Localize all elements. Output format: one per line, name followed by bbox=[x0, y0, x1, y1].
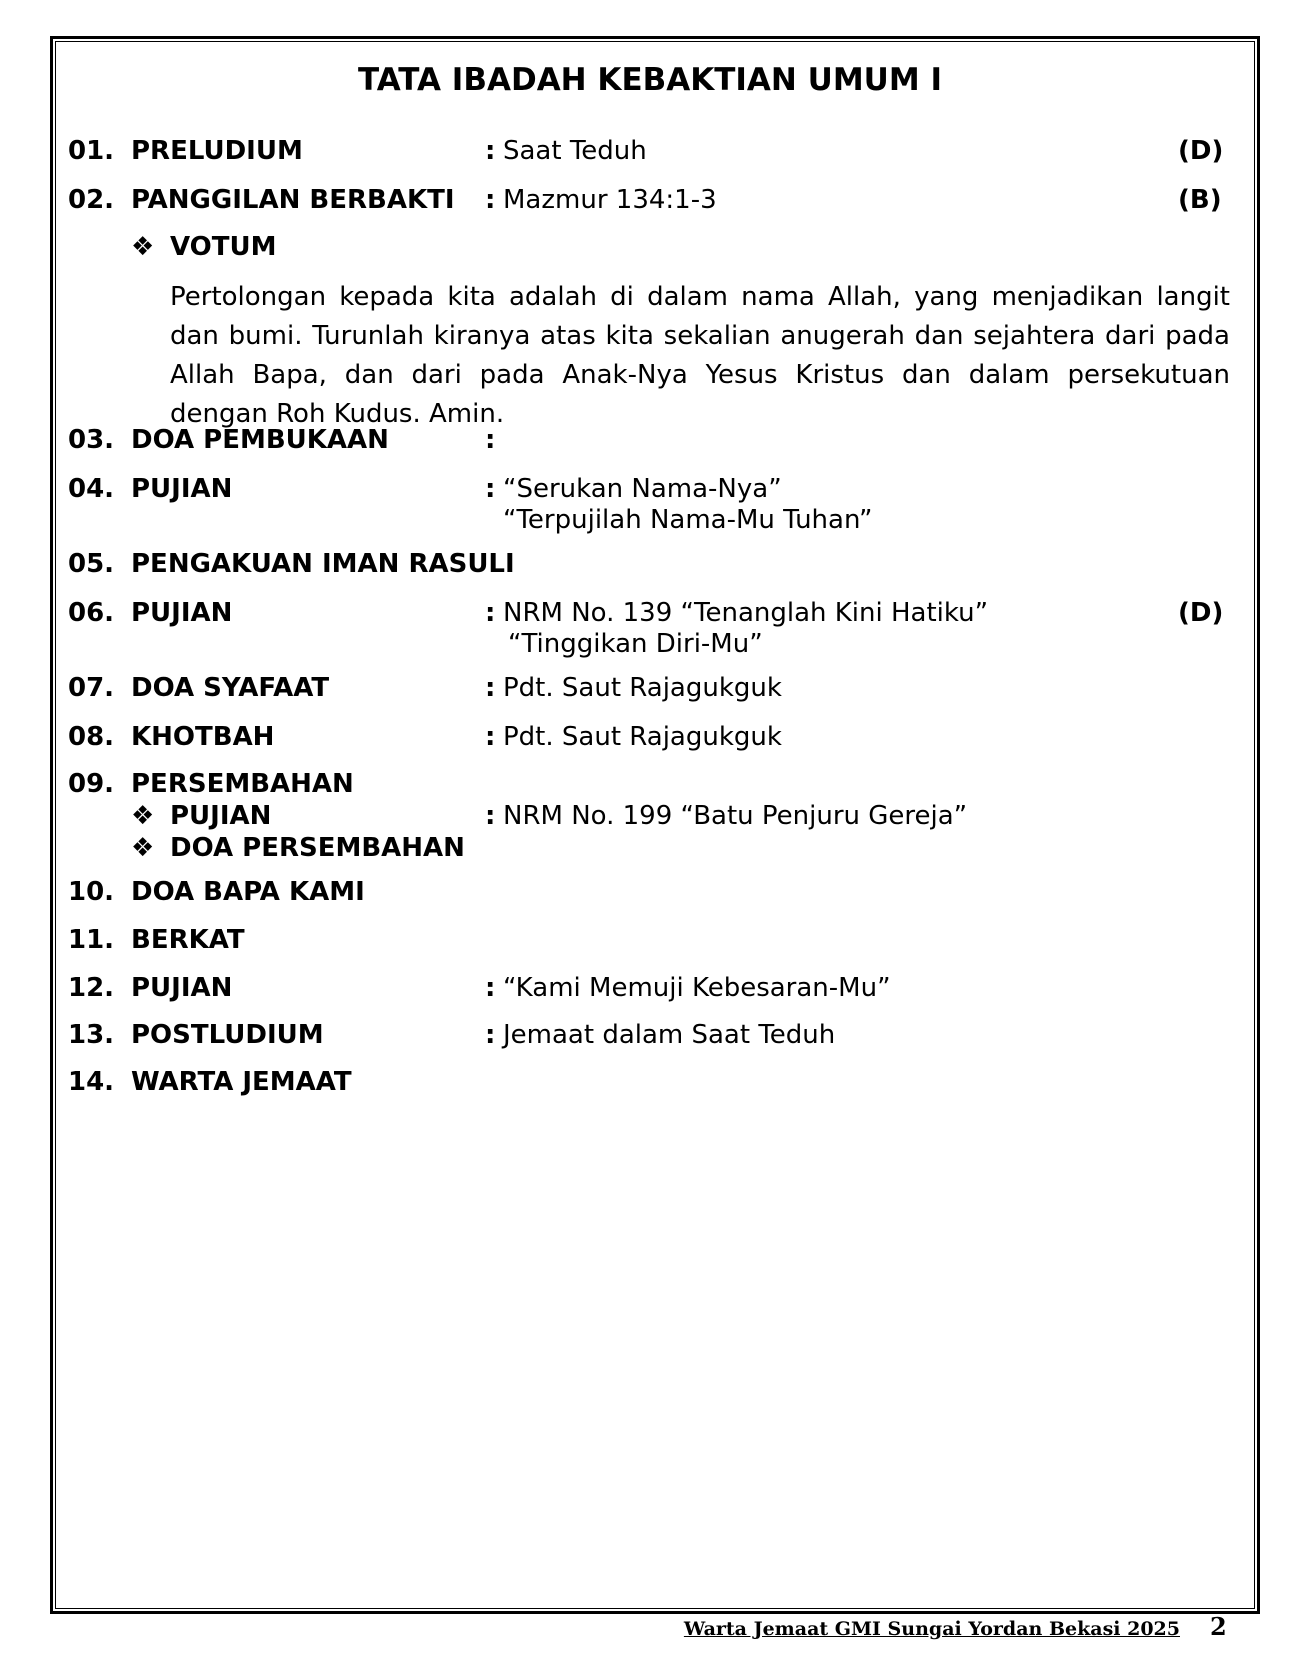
item-value: Pdt. Saut Rajagukguk bbox=[503, 673, 782, 703]
item-label: POSTLUDIUM bbox=[131, 1020, 324, 1050]
item-number: 01. bbox=[68, 136, 115, 166]
item-number: 06. bbox=[68, 598, 115, 628]
item-colon: : bbox=[485, 598, 496, 628]
item-value: Mazmur 134:1-3 bbox=[503, 185, 717, 215]
item-label: DOA BAPA KAMI bbox=[131, 877, 365, 907]
item-label: KHOTBAH bbox=[131, 722, 275, 752]
item-colon: : bbox=[485, 801, 496, 831]
item-code: (B) bbox=[1178, 185, 1222, 215]
item-label: PUJIAN bbox=[131, 598, 233, 628]
votum-text: Pertolongan kepada kita adalah di dalam nama Allah, yang menjadikan langit dan bumi. Turunlah kiranya atas kita sekalian anugerah dan sejahtera dari pada Allah Bapa, dan dari pada Anak-Nya Yesus Kristus dan dalam persekutuan dengan Roh Kudus. Amin. bbox=[170, 282, 1230, 429]
item-value: Saat Teduh bbox=[503, 136, 647, 166]
item-colon: : bbox=[485, 425, 496, 455]
diamond-bullet-icon: ❖ bbox=[131, 232, 155, 262]
item-number: 09. bbox=[68, 769, 115, 799]
item-colon: : bbox=[485, 136, 496, 166]
votum-label: VOTUM bbox=[170, 232, 277, 262]
item-value: Pdt. Saut Rajagukguk bbox=[503, 722, 782, 752]
diamond-bullet-icon: ❖ bbox=[131, 833, 155, 863]
item-value: NRM No. 139 “Tenanglah Kini Hatiku” bbox=[503, 598, 989, 628]
item-label: BERKAT bbox=[131, 925, 245, 955]
diamond-bullet-icon: ❖ bbox=[131, 801, 155, 831]
sub-item-label: PUJIAN bbox=[170, 801, 272, 831]
item-colon: : bbox=[485, 185, 496, 215]
page-number: 2 bbox=[1210, 1612, 1227, 1641]
item-value: “Serukan Nama-Nya” bbox=[503, 474, 782, 504]
item-value: “Kami Memuji Kebesaran-Mu” bbox=[503, 973, 891, 1003]
item-colon: : bbox=[485, 673, 496, 703]
item-label: PUJIAN bbox=[131, 474, 233, 504]
item-value: Jemaat dalam Saat Teduh bbox=[503, 1020, 836, 1050]
item-colon: : bbox=[485, 722, 496, 752]
item-number: 13. bbox=[68, 1020, 115, 1050]
item-number: 14. bbox=[68, 1067, 115, 1097]
item-label: WARTA JEMAAT bbox=[131, 1067, 352, 1097]
item-value-second: “Tinggikan Diri-Mu” bbox=[508, 629, 763, 659]
item-number: 12. bbox=[68, 973, 115, 1003]
item-label: DOA PEMBUKAAN bbox=[131, 425, 389, 455]
page-title: TATA IBADAH KEBAKTIAN UMUM I bbox=[357, 62, 943, 98]
item-label: PANGGILAN BERBAKTI bbox=[131, 185, 455, 215]
item-number: 08. bbox=[68, 722, 115, 752]
item-code: (D) bbox=[1178, 598, 1224, 628]
item-label: DOA SYAFAAT bbox=[131, 673, 330, 703]
item-value: NRM No. 199 “Batu Penjuru Gereja” bbox=[503, 801, 968, 831]
item-label: PRELUDIUM bbox=[131, 136, 303, 166]
item-number: 04. bbox=[68, 474, 115, 504]
footer-publication: Warta Jemaat GMI Sungai Yordan Bekasi 2025 bbox=[683, 1618, 1180, 1640]
item-label: PENGAKUAN IMAN RASULI bbox=[131, 549, 515, 579]
item-number: 11. bbox=[68, 925, 115, 955]
item-number: 07. bbox=[68, 673, 115, 703]
item-number: 10. bbox=[68, 877, 115, 907]
sub-item-label: DOA PERSEMBAHAN bbox=[170, 833, 465, 863]
item-code: (D) bbox=[1178, 136, 1224, 166]
item-value-second: “Terpujilah Nama-Mu Tuhan” bbox=[503, 505, 873, 535]
item-label: PERSEMBAHAN bbox=[131, 769, 354, 799]
item-number: 03. bbox=[68, 425, 115, 455]
item-colon: : bbox=[485, 973, 496, 1003]
item-number: 02. bbox=[68, 185, 115, 215]
item-colon: : bbox=[485, 474, 496, 504]
item-number: 05. bbox=[68, 549, 115, 579]
item-label: PUJIAN bbox=[131, 973, 233, 1003]
item-colon: : bbox=[485, 1020, 496, 1050]
